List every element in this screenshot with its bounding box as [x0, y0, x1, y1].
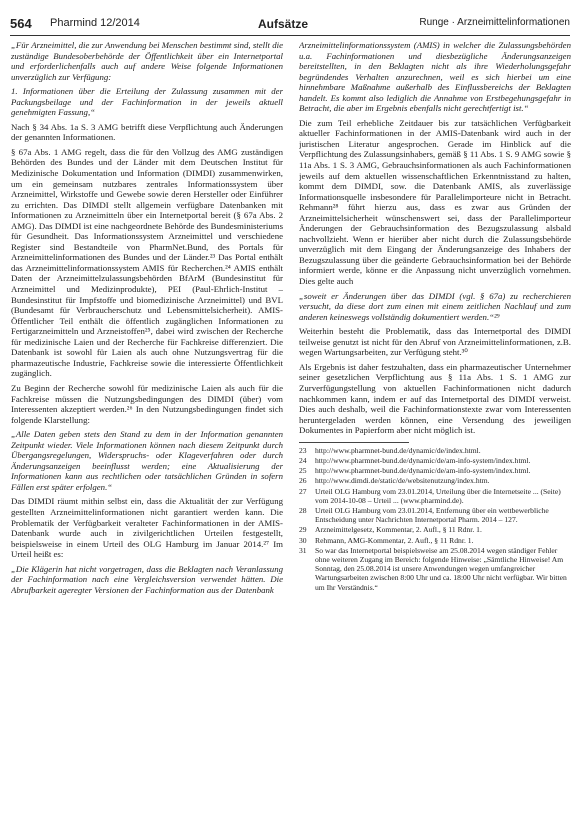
footnote-text: Arzneimittelgesetz, Kommentar, 2. Aufl., § 11 Rdnr. 1.	[315, 525, 482, 535]
footnote-text: http://www.dimdi.de/static/de/websitenutzung/index.htm.	[315, 476, 490, 486]
right-column	[299, 40, 571, 825]
paragraph: Die zum Teil erhebliche Zeitdauer bis zur tatsächlichen Verfügbarkeit aktueller Fachinformationen in der AMIS-Datenbank wird auch in der juristischen Literatur angesprochen. Gerade im Hinblick auf die Verpflichtung des Zulassungsinhabers, gemäß § 11 Abs. 1 S. 9 AMG sowie § 11a Abs. 1 S. 3 AMG, Gebrauchsinformationen als auch Fachinformationen jeweils auf dem aktuellen wissenschaftlichen Erkenntnisstand zu halten, kommt dem DIMDI, sow. die Datenbank AMIS, als zuverlässige Informationsquelle insbesondere für Parallelimporteure nicht in Betracht. Rehmann²⁸ führt hierzu aus, dass es zwar aus Gründen der Arzneimittelsicherheit wünschenswert sei, dass der Parallelimporteur Änderungen der Gebrauchsinformation des Bezugszulassung alsbald nachvollzieht. Wenn er hierüber aber nicht durch die Zulassungsbehörde unverzüglich mit dem Eingang der Änderungsanzeige des Inhabers der Bezugszulassung über die geänderte Gebrauchsinformation bei der Behörde informiert werde, könne er die Anpassung nicht unverzüglich vornehmen. Dies gelte auch	[299, 117, 571, 287]
paragraph: „Die Klägerin hat nicht vorgetragen, dass die Beklagten nach Veranlassung der Fachinformation nach eine Vergleichsversion verwendet hätten. Die Abrufbarkeit ageregter Versionen der Fachinformation aus der Datenbank	[11, 563, 283, 595]
footnote	[299, 525, 571, 534]
footnote-number: 31	[299, 545, 307, 555]
footnote	[299, 456, 571, 465]
paragraph: Als Ergebnis ist daher festzuhalten, dass ein pharmazeutischer Unternehmer seiner gesetzlichen Verpflichtung aus § 11a Abs. 1 S. 1 AMG zur Zurverfügungstellung von aktuellen Fachinformationen nicht dadurch nachkommen kann, indem er auf das Internetportal des DIMDI verweist. Dies auch deshalb, weil die Fachinformationstexte zwar vom Interessenten heruntergeladen werden können, eine Versendung des jeweiligen Dokumentes in Papierform aber nicht möglich ist.	[299, 361, 571, 436]
paragraph: Weiterhin besteht die Problematik, dass das Internetportal des DIMDI teilweise genutzt ist nicht für den Abruf von Arzneimittelinformationen, z.B. wegen Wartungsarbeiten, zur Verfügung steht.³⁰	[299, 326, 571, 358]
footnote	[299, 536, 571, 545]
paragraph: „Für Arzneimittel, die zur Anwendung bei Menschen bestimmt sind, stellt die zuständige Bundesoberbehörde der Öffentlichkeit über ein Internetportal und erforderlichenfalls auch auf andere Weise folgende Informationen unverzüglich zur Verfügung:	[11, 40, 283, 82]
paragraph: Zu Beginn der Recherche sowohl für medizinische Laien als auch für die Fachkreise müssen die Nutzungsbedingungen des DIMDI (über) vom Interessenten akzeptiert werden.²⁶ In den Nutzungsbedingungen findet sich folgende Klarstellung:	[11, 382, 283, 425]
left-column	[11, 40, 283, 825]
page-number: 564	[10, 16, 32, 31]
paragraph: 1. Informationen über die Erteilung der Zulassung zusammen mit der Packungsbeilage und der Fachinformation in der jeweils aktuell genehmigten Fassung,“	[11, 86, 283, 118]
paragraph: Das DIMDI räumt mithin selbst ein, dass die Aktualität der zur Verfügung gestellten Arzneimittelinformationen nicht garantiert werden kann. Die Problematik der Verfügbarkeit veralteter Fachinformationen in der AMIS-Datenbank wurde auch in zivilgerichtlichen Urteilen festgestellt, beispielsweise in einem Urteil des OLG Hamburg im Januar 2014.²⁷ Im Urteil heißt es:	[11, 496, 283, 560]
footnote	[299, 506, 571, 524]
footnote	[299, 487, 571, 505]
footnote-number: 29	[299, 525, 307, 535]
paragraph: „Alle Daten geben stets den Stand zu dem in der Information genannten Zeitpunkt wieder. Viele Informationen können nach diesem Zeitpunkt durch Übergangsregelungen, Widerspruchs- oder Klageverfahren oder durch Änderungsanzeigen beeinflusst werden; eine Aktualisierung der Informationen kann aus rechtlichen oder tatsächlichen Gründen in sofern Fällen erst später erfolgen.“	[11, 429, 283, 492]
footnote	[299, 546, 571, 592]
footnote-text: http://www.pharmnet-bund.de/dynamic/de/index.html.	[315, 445, 481, 455]
footnote-text: So war das Internetportal beispielsweise am 25.08.2014 wegen ständiger Fehler ohne weiteren Zugang im Bereich: folgende Hinweise: „Sämtliche Hinweise! Am Sonntag, den 25.08.2014 ist unsere Anwendungen wegen umfangreicher Wartungsarbeiten zwischen 8:00 Uhr und ca. 18:00 Uhr nicht verfügbar. Wir bitten um Ihr Verständnis.“	[315, 545, 567, 592]
paragraph: „soweit er Änderungen über das DIMDI (vgl. § 67a) zu recherchieren versucht, da diese dort zum einen mit einem zeitlichen Nachlauf und zum anderen keineswegs vollständig dokumentiert werden.“²⁹	[299, 290, 571, 322]
running-title: Runge · Arzneimittelinformationen	[419, 17, 570, 28]
footnote-number: 26	[299, 476, 307, 486]
footnote-number: 30	[299, 535, 307, 545]
footnote-number: 27	[299, 486, 307, 496]
footnote-text: http://www.pharmnet-bund.de/dynamic/de/am-info-system/index.html.	[315, 455, 531, 465]
footnote	[299, 476, 571, 485]
footnote-text: Urteil OLG Hamburg vom 23.01.2014, Urteilung über die Internetseite ... (Seite) vom 2014-10-08 – Urteil ... (www.pharmind.de).	[315, 486, 561, 505]
footnotes	[299, 446, 571, 592]
footnote-text: Rehmann, AMG-Kommentar, 2. Aufl., § 11 Rdnr. 1.	[315, 535, 474, 545]
paragraph: Arzneimittelinformationssystem (AMIS) in welcher die Zulassungsbehörden u.a. Fachinformationen und diesbezügliche Änderungsanzeigen bereitstellten, in den Beklagten nicht als ihre Wiederholungsgefahr begründendes Verhalten anzurechnen, weil es sich hierbei um eine hinnehmbare Maßnahme außerhalb des Einflussbereichs der Beklagten handelt. Es kommt also lediglich die Annahme von Erstbegehungsgefahr in Betracht, die aber im Ergebnis ebenfalls nicht gerechtfertigt ist.“	[299, 40, 571, 114]
footnote-text: http://www.pharmnet-bund.de/dynamic/de/am-info-system/index.html.	[315, 466, 531, 476]
footnote-number: 25	[299, 466, 307, 476]
footnote-text: Urteil OLG Hamburg vom 23.01.2014, Entfernung über ein wettbewerbliche Entscheidung unter Nachrichten Internetportal Pharm. 2014 – 127.	[315, 505, 549, 525]
paragraph: Nach § 34 Abs. 1a S. 3 AMG betrifft diese Verpflichtung auch Änderungen der genannten Informationen.	[11, 121, 283, 143]
footnote-number: 28	[299, 505, 307, 515]
header-rule	[10, 35, 570, 36]
journal-name: Pharmind 12/2014	[50, 17, 140, 29]
paragraph: § 67a Abs. 1 AMG regelt, dass die für den Vollzug des AMG zuständigen Behörden des Bundes und der Länder mit dem Deutschen Institut für Medizinische Dokumentation und Information (DIMDI) zusammenwirken, um ein gemeinsam nutzbares zentrales Informationssystem über Arzneimittel, Wirkstoffe und Gewebe sowie deren Hersteller oder Einführer zu errichten. Das DIMDI stellt allgemein verfügbare Datenbanken mit Informationen zu Arzneimitteln über ein Internetportal bereit (§ 67a Abs. 2 AMG). Das DIMDI ist eine nachgeordnete Behörde des Bundesministeriums für Gesundheit. Das Informationssystem Arzneimittel und verschiedene Register sind Bestandteile von PharmNet.Bund, des Portals für Arzneimittelinformationen des Bundes und der Länder.²³ Das Portal enthält das Arzneimittelinformationssystem AMIS für Recherchen.²⁴ AMIS enthält Daten der Arzneimittelzulassungsbehörden BfArM (Bundesinstitut für Arzneimittel und Medizinprodukte), PEI (Paul-Ehrlich-Institut – Bundesinstitut für Impfstoffe und biomedizinische Arzneimittel) und BVL (Bundesamt für Verbraucherschutz und Lebensmittelsicherheit). AMIS-Öffentlicher Teil enthält die öffentlich zugänglichen Informationen zu Fertigarzneimitteln und Arzneistoffen²⁵, dabei wird zwischen der Recherche für medizinische Laien und der Recherche für Fachkreise differenziert. Die Datenbank ist sowohl für Laien als auch ohne Nutzungsvertrag für die pharmazeutische Industrie, Fachkreise sowie die interessierte Öffentlichkeit zugänglich.	[11, 146, 283, 379]
footnote	[299, 466, 571, 475]
footnote	[299, 446, 571, 455]
footnote-rule	[299, 442, 409, 443]
section-title: Aufsätze	[258, 17, 309, 31]
footnote-number: 23	[299, 445, 307, 455]
footnote-number: 24	[299, 455, 307, 465]
